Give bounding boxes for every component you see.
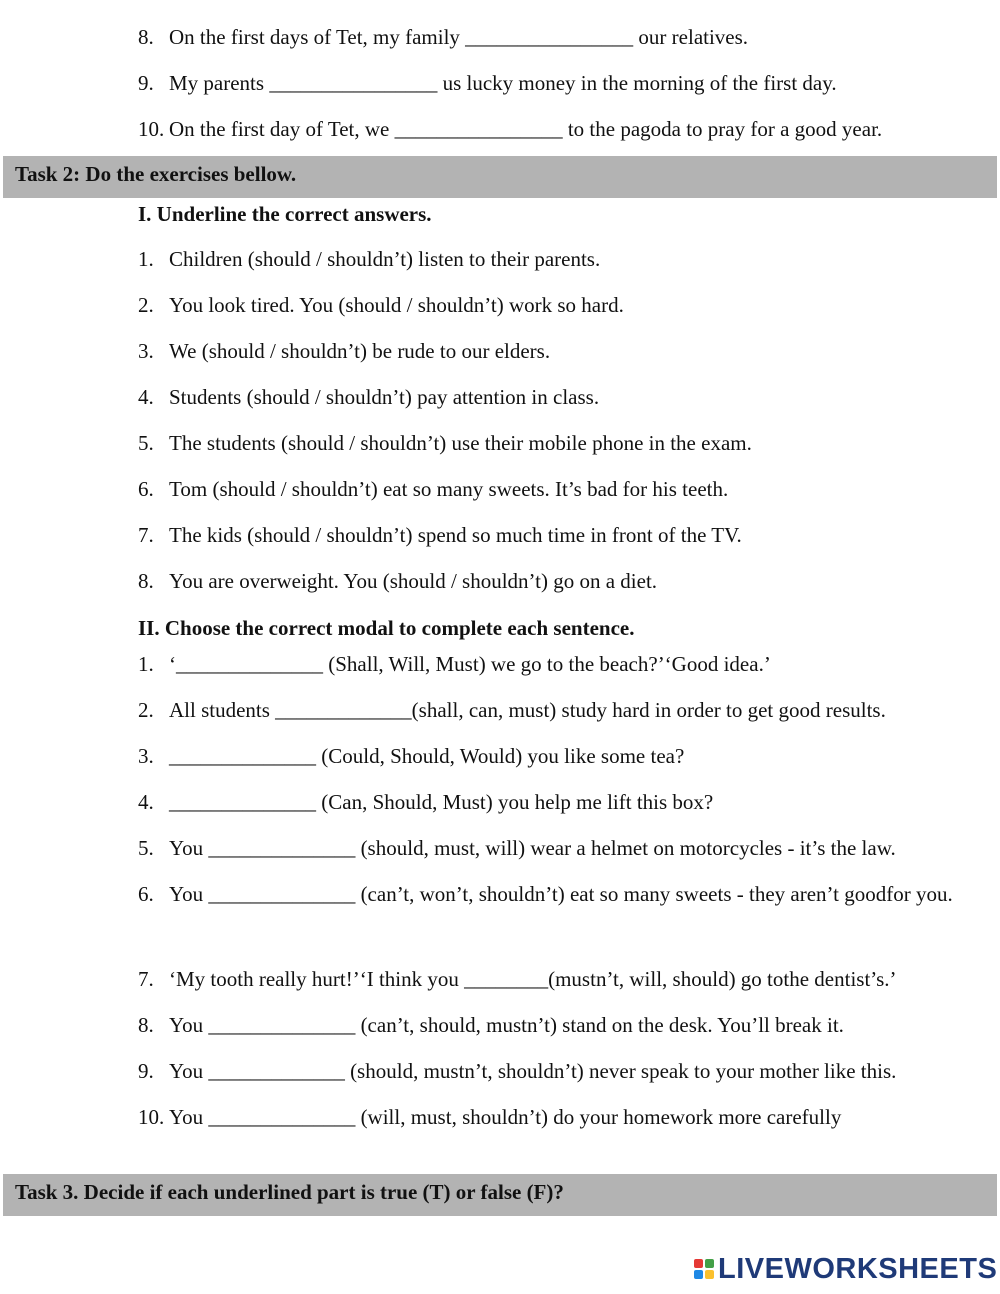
item-number: 1. (138, 652, 154, 676)
item-number: 2. (138, 698, 154, 722)
item-number: 9. (138, 71, 154, 95)
part2-item (138, 874, 960, 914)
item-text: On the first days of Tet, my family ________________ our relatives. (169, 25, 749, 49)
part2-item (138, 1058, 960, 1084)
logo-text: LIVEWORKSHEETS (718, 1252, 998, 1285)
item-text: All students _____________(shall, can, must) study hard in order to get good results. (169, 698, 886, 722)
item-text: You ______________ (should, must, will) wear a helmet on motorcycles - it’s the law. (169, 836, 896, 860)
part2-item (138, 697, 960, 723)
item-number: 10. (138, 1105, 165, 1129)
task2-header-band (3, 156, 997, 198)
item-number: 6. (138, 882, 154, 906)
task1-item (138, 24, 960, 50)
part2-item (138, 651, 960, 677)
item-text: You ______________ (can’t, won’t, shouldn’t) eat so many sweets - they aren’t goodfor you. (169, 882, 953, 906)
item-number: 8. (138, 1013, 154, 1037)
item-text: ______________ (Could, Should, Would) you like some tea? (169, 744, 685, 768)
task1-item (138, 70, 960, 96)
logo-square (705, 1259, 714, 1268)
item-text: ‘My tooth really hurt!’‘I think you ________(mustn’t, will, should) go tothe dentist’s.’ (169, 967, 897, 991)
item-text: You _____________ (should, mustn’t, shouldn’t) never speak to your mother like this. (169, 1059, 897, 1083)
task1-item (138, 116, 960, 142)
item-text: My parents ________________ us lucky money in the morning of the first day. (169, 71, 837, 95)
item-number: 8. (138, 569, 154, 593)
part2-item (138, 1012, 960, 1038)
item-number: 3. (138, 339, 154, 363)
item-text: You look tired. You (should / shouldn’t) work so hard. (169, 293, 624, 317)
item-number: 4. (138, 385, 154, 409)
item-number: 7. (138, 523, 154, 547)
item-number: 10. (138, 117, 165, 141)
item-text: You ______________ (will, must, shouldn’t) do your homework more carefully (169, 1105, 842, 1129)
item-text: Students (should / shouldn’t) pay attention in class. (169, 385, 600, 409)
item-text: Tom (should / shouldn’t) eat so many sweets. It’s bad for his teeth. (169, 477, 729, 501)
part2-item (138, 1104, 960, 1130)
item-text: ______________ (Can, Should, Must) you help me lift this box? (169, 790, 714, 814)
item-number: 9. (138, 1059, 154, 1083)
logo-square (705, 1270, 714, 1279)
item-number: 1. (138, 247, 154, 271)
part1-item (138, 522, 960, 548)
item-number: 5. (138, 836, 154, 860)
logo-mark-icon (694, 1259, 714, 1279)
logo-square (694, 1259, 703, 1268)
item-text: On the first day of Tet, we ________________ to the pagoda to pray for a good year. (169, 117, 883, 141)
item-number: 2. (138, 293, 154, 317)
task3-header-band (3, 1174, 997, 1216)
item-text: ‘______________ (Shall, Will, Must) we go to the beach?’‘Good idea.’ (169, 652, 771, 676)
item-number: 3. (138, 744, 154, 768)
task3-header: Task 3. Decide if each underlined part is true (T) or false (F)? (15, 1180, 564, 1204)
liveworksheets-logo (694, 1252, 997, 1286)
part2-item (138, 966, 960, 992)
item-text: Children (should / shouldn’t) listen to their parents. (169, 247, 601, 271)
part1-item (138, 246, 960, 272)
item-text: The students (should / shouldn’t) use their mobile phone in the exam. (169, 431, 752, 455)
part1-item (138, 476, 960, 502)
part2-item (138, 835, 960, 861)
part2-item (138, 789, 960, 815)
item-text: You are overweight. You (should / shouldn’t) go on a diet. (169, 569, 658, 593)
item-number: 4. (138, 790, 154, 814)
item-number: 8. (138, 25, 154, 49)
item-number: 6. (138, 477, 154, 501)
part1-item (138, 338, 960, 364)
part1-item (138, 568, 960, 594)
logo-square (694, 1270, 703, 1279)
item-text: The kids (should / shouldn’t) spend so much time in front of the TV. (169, 523, 742, 547)
task2-header: Task 2: Do the exercises bellow. (15, 162, 297, 186)
part2-item (138, 743, 960, 769)
item-text: We (should / shouldn’t) be rude to our elders. (169, 339, 551, 363)
item-number: 5. (138, 431, 154, 455)
part1-item (138, 292, 960, 318)
part1-item (138, 384, 960, 410)
item-number: 7. (138, 967, 154, 991)
part1-title: I. Underline the correct answers. (138, 202, 432, 226)
part1-item (138, 430, 960, 456)
item-text: You ______________ (can’t, should, mustn’t) stand on the desk. You’ll break it. (169, 1013, 844, 1037)
part2-title: II. Choose the correct modal to complete each sentence. (138, 616, 635, 640)
